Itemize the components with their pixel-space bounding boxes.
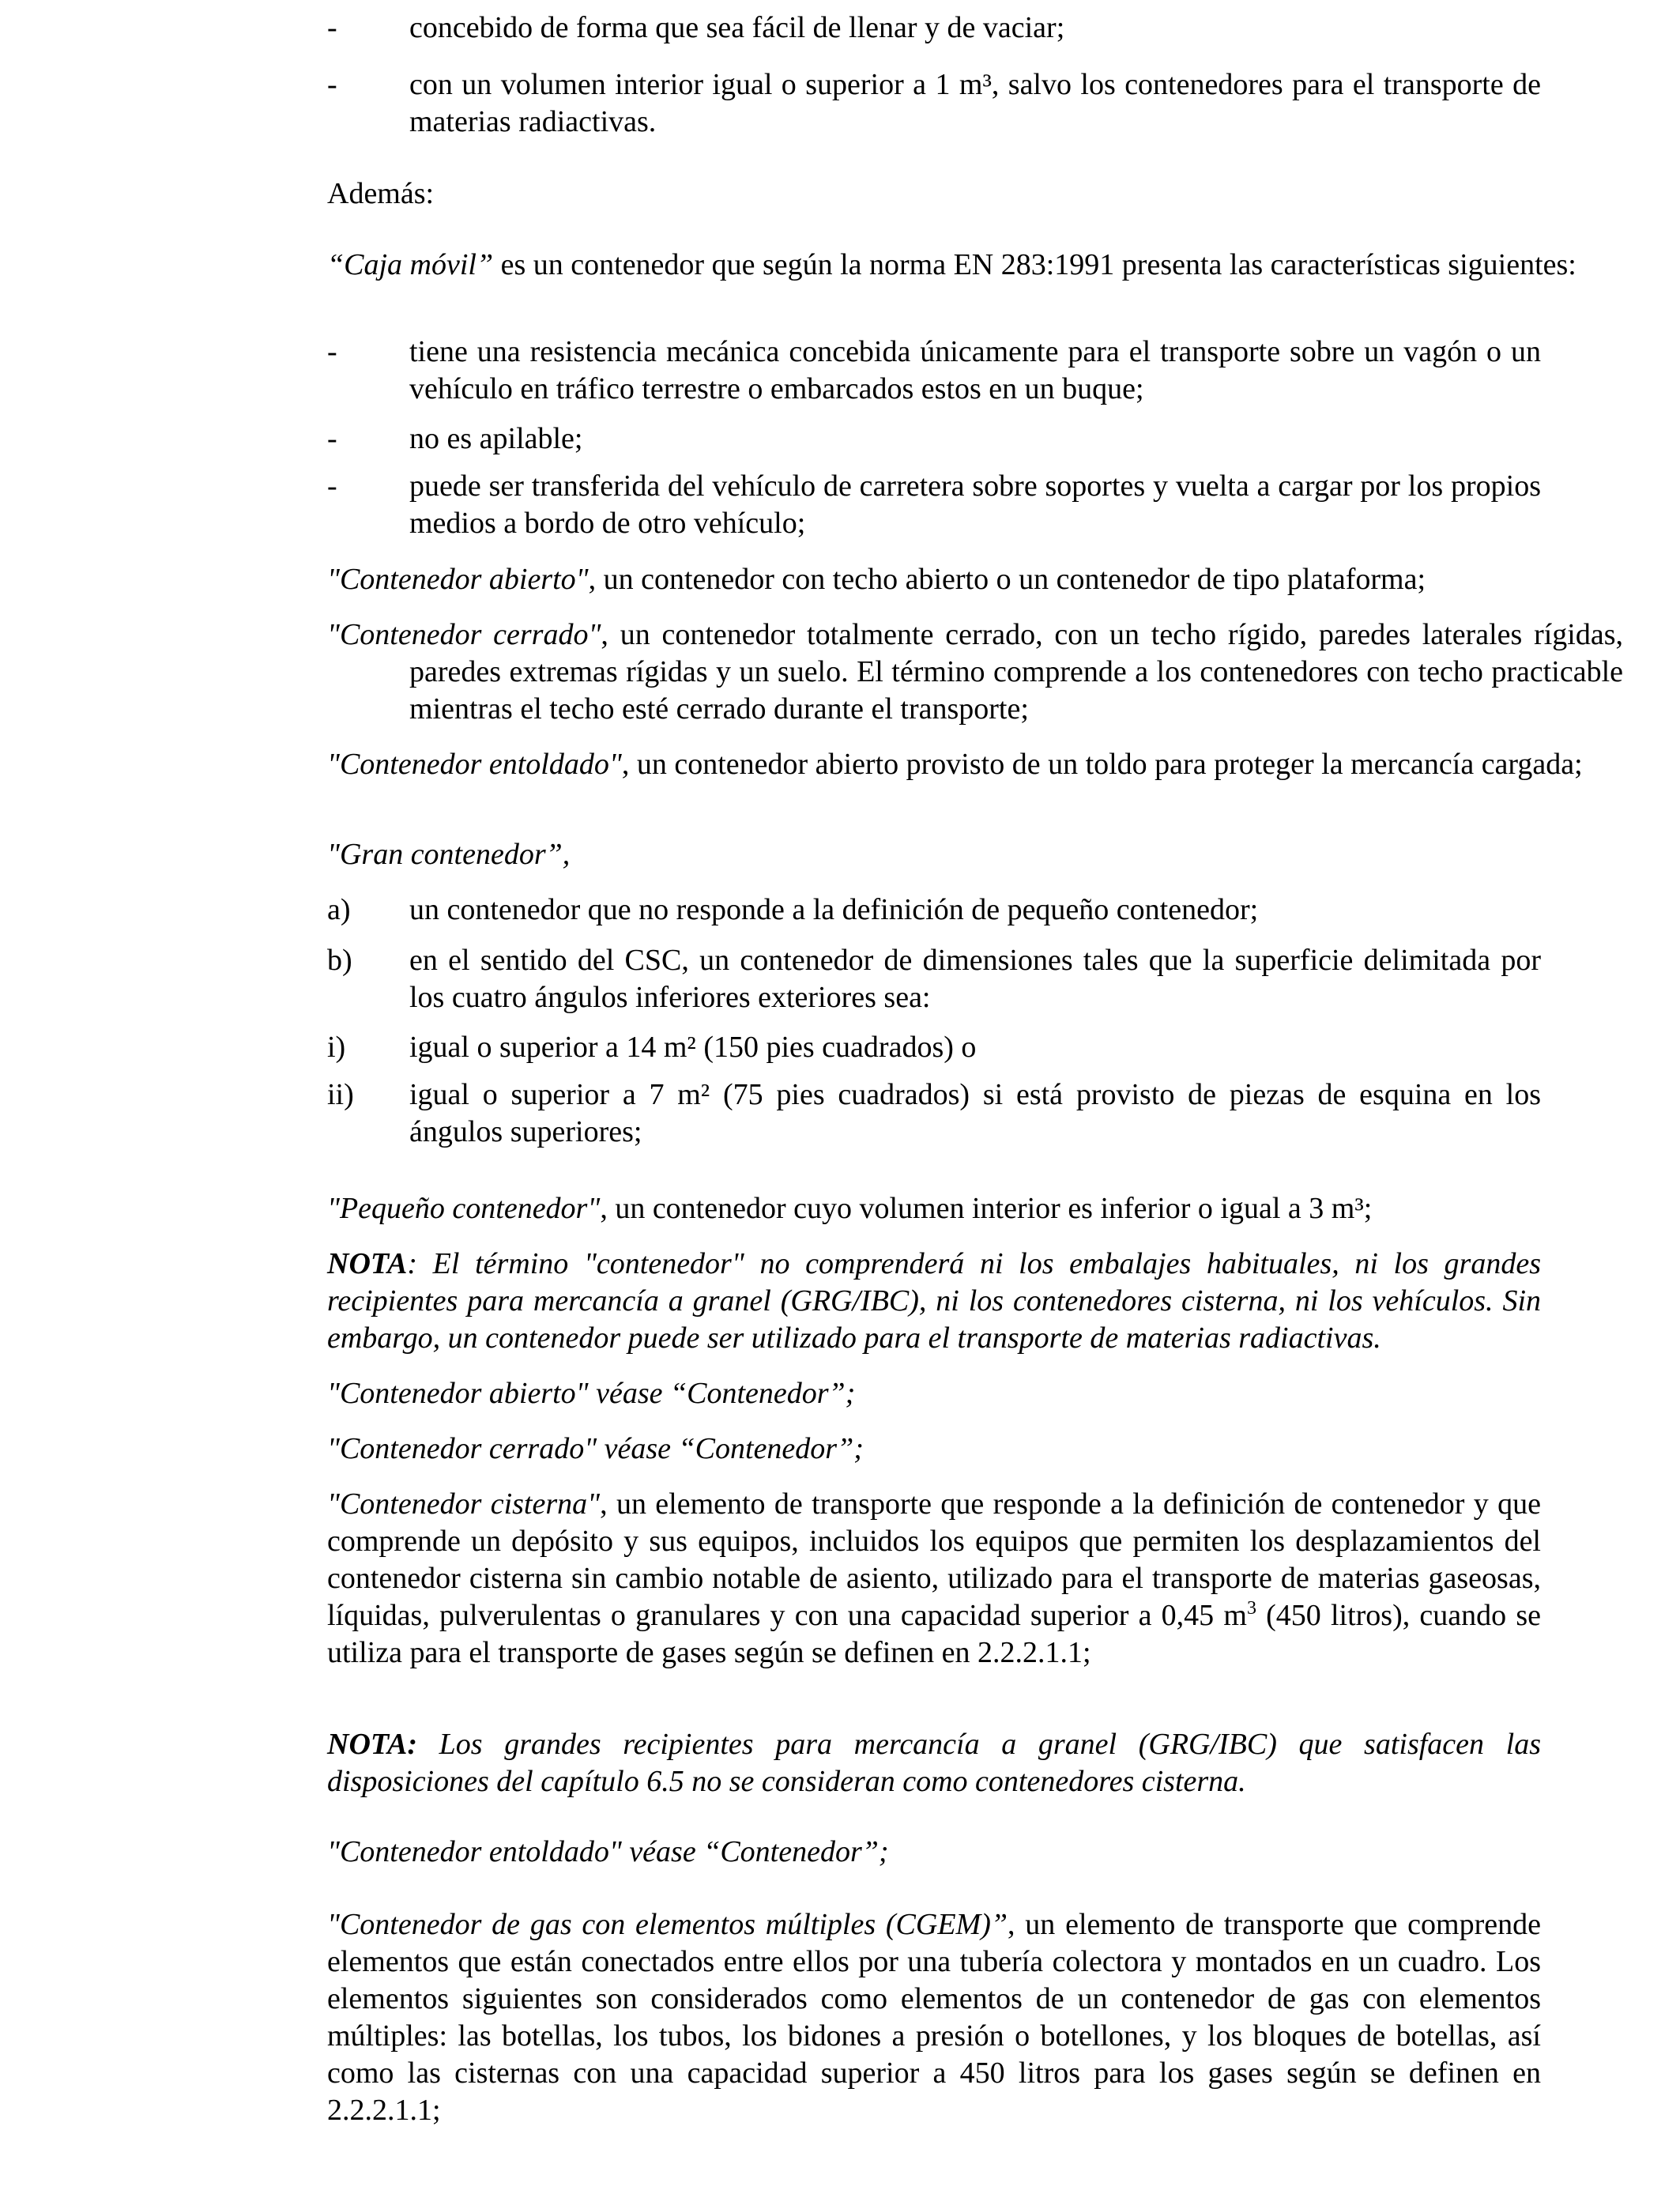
definition-term: "Gran contenedor”, [327,838,571,871]
definition-text: , un contenedor cuyo volumen interior es inferior o igual a 3 m³; [600,1192,1373,1225]
definition-term: "Contenedor cerrado" [327,618,601,651]
cross-reference: "Contenedor abierto" véase “Contenedor”; [327,1377,856,1410]
list-item [327,892,1541,929]
definition-contenedor-entoldado [327,746,1623,783]
list-marker: - [327,68,337,101]
list-text: igual o superior a 14 m² (150 pies cuadrados) o [409,1031,977,1064]
definition-text: , un contenedor totalmente cerrado, con un techo rígido, paredes laterales rígidas, paredes extremas rígidas y un suelo. El término comprende a los contenedores con techo practicable mientras el techo esté cerrado durante el transporte; [409,618,1623,726]
list-item [327,9,1541,47]
list-marker: - [327,335,337,368]
list-text: no es apilable; [409,422,583,455]
definition-text: , un contenedor abierto provisto de un toldo para proteger la mercancía cargada; [621,748,1583,781]
note-text: Los grandes recipientes para mercancía a granel (GRG/IBC) que satisfacen las disposiciones del capítulo 6.5 no se consideran como contenedores cisterna. [327,1728,1541,1798]
definition-term: "Contenedor cisterna" [327,1487,601,1521]
list-item [327,420,1541,458]
note-label: NOTA [327,1247,408,1280]
list-text: con un volumen interior igual o superior a 1 m³, salvo los contenedores para el transporte de materias radiactivas. [409,68,1541,138]
definition-term: "Pequeño contenedor" [327,1192,601,1225]
definition-caja-movil [327,247,1623,284]
list-marker: ii) [327,1078,354,1111]
list-text: igual o superior a 7 m² (75 pies cuadrados) si está provisto de piezas de esquina en los ángulos superiores; [409,1078,1541,1148]
list-text: concebido de forma que sea fácil de llenar y de vaciar; [409,11,1065,44]
list-text: tiene una resistencia mecánica concebida únicamente para el transporte sobre un vagón o un vehículo en tráfico terrestre o embarcados estos en un buque; [409,335,1541,405]
list-item [327,1029,1541,1066]
definition-text: , un elemento de transporte que responde a la definición de contenedor y que comprende un depósito y sus equipos, incluidos los equipos que permiten los desplazamientos del contenedor cisterna sin cambio notable de asiento, utilizado para el transporte de materias gaseosas, líquidas, pulverulentas o granulares y con una capacidad superior a 0,45 m [327,1487,1542,1632]
list-marker: - [327,469,337,503]
cross-reference: "Contenedor entoldado" véase “Contenedor”; [327,1835,889,1868]
definition-term: "Contenedor entoldado" [327,748,622,781]
list-item [327,468,1541,542]
definition-term: "Contenedor de gas con elementos múltiples (CGEM)” [327,1908,1008,1941]
paragraph: Además: [327,177,435,210]
note [327,1246,1541,1357]
definition-pequeno-contenedor [327,1190,1541,1227]
list-marker: - [327,422,337,455]
list-text: puede ser transferida del vehículo de carretera sobre soportes y vuelta a cargar por los propios medios a bordo de otro vehículo; [409,469,1541,540]
superscript: 3 [1246,1598,1256,1619]
cross-reference: "Contenedor cerrado" véase “Contenedor”; [327,1432,864,1465]
note-label: NOTA: [327,1728,417,1761]
list-item [327,66,1541,141]
list-item [327,334,1541,408]
definition-text: , un contenedor con techo abierto o un contenedor de tipo plataforma; [588,563,1426,596]
list-marker: b) [327,944,352,977]
definition-contenedor-abierto [327,561,1623,598]
list-text: un contenedor que no responde a la definición de pequeño contenedor; [409,893,1259,926]
definition-term: "Contenedor abierto" [327,563,589,596]
list-marker: a) [327,893,351,926]
definition-cgem [327,1906,1541,2129]
definition-contenedor-cisterna [327,1486,1541,1672]
list-item [327,942,1541,1016]
note [327,1726,1541,1800]
list-item [327,1076,1541,1151]
definition-text-continued: (450 litros), cuando se utiliza para el transporte de gases según se definen en 2.2.2.1.1; [327,1599,1542,1669]
list-text: en el sentido del CSC, un contenedor de dimensiones tales que la superficie delimitada por los cuatro ángulos inferiores exteriores sea: [409,944,1541,1014]
definition-text: , un elemento de transporte que comprende elementos que están conectados entre ellos por una tubería colectora y montados en un cuadro. Los elementos siguientes son considerados como elementos de un contenedor de gas con elementos múltiples: las botellas, los tubos, los bidones a presión o botellones, y los bloques de botellas, así como las cisternas con una capacidad superior a 450 litros para los gases según se definen en 2.2.2.1.1; [327,1908,1541,2127]
definition-term: “Caja móvil” [327,248,494,281]
list-marker: - [327,11,337,44]
note-text: : El término "contenedor" no comprenderá ni los embalajes habituales, ni los grandes recipientes para mercancía a granel (GRG/IBC), ni los contenedores cisterna, ni los vehículos. Sin embargo, un contenedor puede ser utilizado para el transporte de materias radiactivas. [327,1247,1541,1355]
definition-gran-contenedor [327,836,1541,873]
definition-contenedor-cerrado [327,616,1623,728]
list-marker: i) [327,1031,346,1064]
definition-text: es un contenedor que según la norma EN 283:1991 presenta las características siguientes: [493,248,1576,281]
